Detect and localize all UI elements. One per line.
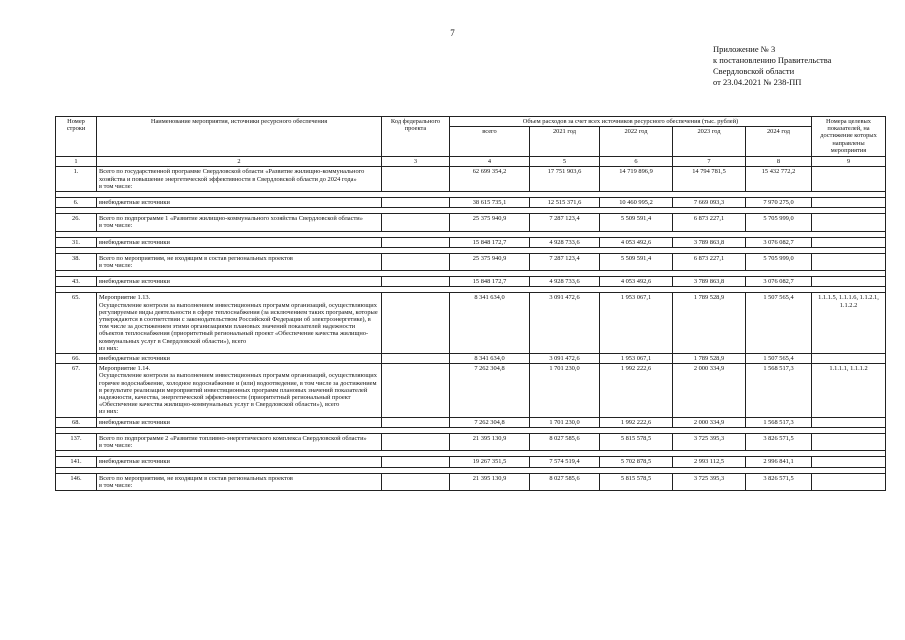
- row-2024-cell: 1 568 517,3: [746, 364, 812, 417]
- row-name-cell: Всего по мероприятиям, не входящим в состав региональных проектов в том числе:: [97, 253, 382, 270]
- row-2021-cell: 4 928 733,6: [530, 277, 600, 287]
- table-row: [56, 417, 886, 427]
- table-row: [56, 364, 886, 417]
- appendix-line: от 23.04.2021 № 238-ПП: [713, 77, 802, 87]
- appendix-line: Приложение № 3: [713, 44, 776, 54]
- row-total-cell: 21 395 130,9: [450, 473, 530, 490]
- row-name-cell: внебюджетные источники: [97, 457, 382, 467]
- row-code-cell: [382, 293, 450, 354]
- row-code-cell: [382, 457, 450, 467]
- row-2022-cell: 14 719 896,9: [600, 167, 673, 192]
- header-2024: 2024 год: [746, 127, 812, 157]
- row-code-cell: [382, 167, 450, 192]
- row-name-cell: Всего по государственной программе Свердловской области «Развитие жилищно-коммунального хозяйства и повышение энергетической эффективности в Свердловской области до 2024 года» в том числе:: [97, 167, 382, 192]
- row-number-cell: 67.: [56, 364, 97, 417]
- row-2022-cell: 4 053 492,6: [600, 277, 673, 287]
- row-number-cell: 43.: [56, 277, 97, 287]
- row-total-cell: 38 615 735,1: [450, 198, 530, 208]
- row-targets-cell: 1.1.1.5, 1.1.1.6, 1.1.2.1, 1.1.2.2: [812, 293, 886, 354]
- row-total-cell: 62 699 354,2: [450, 167, 530, 192]
- row-total-cell: 25 375 940,9: [450, 253, 530, 270]
- row-name-cell: внебюджетные источники: [97, 198, 382, 208]
- column-number: 2: [97, 157, 382, 167]
- column-number: 6: [600, 157, 673, 167]
- row-total-cell: 21 395 130,9: [450, 433, 530, 450]
- row-total-cell: 15 848 172,7: [450, 277, 530, 287]
- row-targets-cell: [812, 277, 886, 287]
- row-2021-cell: 1 701 230,0: [530, 417, 600, 427]
- row-targets-cell: [812, 473, 886, 490]
- row-number-cell: 1.: [56, 167, 97, 192]
- row-number-cell: 31.: [56, 237, 97, 247]
- row-total-cell: 7 262 304,8: [450, 364, 530, 417]
- row-total-cell: 7 262 304,8: [450, 417, 530, 427]
- table-row: [56, 198, 886, 208]
- header-name: Наименование мероприятия, источники ресурсного обеспечения: [97, 117, 382, 157]
- row-code-cell: [382, 214, 450, 231]
- header-targets: Номера целевых показателей, на достижение которых направлены мероприятия: [812, 117, 886, 157]
- row-total-cell: 15 848 172,7: [450, 237, 530, 247]
- row-2022-cell: 1 953 067,1: [600, 354, 673, 364]
- table-row: [56, 167, 886, 192]
- column-number: 4: [450, 157, 530, 167]
- row-number-cell: 66.: [56, 354, 97, 364]
- row-code-cell: [382, 237, 450, 247]
- row-2023-cell: 2 000 334,9: [673, 364, 746, 417]
- header-code: Код федерального проекта: [382, 117, 450, 157]
- row-2024-cell: 7 970 275,0: [746, 198, 812, 208]
- row-2024-cell: 3 076 082,7: [746, 237, 812, 247]
- row-targets-cell: [812, 198, 886, 208]
- row-2021-cell: 4 928 733,6: [530, 237, 600, 247]
- row-2022-cell: 1 992 222,6: [600, 417, 673, 427]
- row-code-cell: [382, 198, 450, 208]
- column-number: 1: [56, 157, 97, 167]
- row-2021-cell: 1 701 230,0: [530, 364, 600, 417]
- row-targets-cell: [812, 167, 886, 192]
- row-targets-cell: [812, 417, 886, 427]
- header-2023: 2023 год: [673, 127, 746, 157]
- row-code-cell: [382, 364, 450, 417]
- row-2024-cell: 1 507 565,4: [746, 293, 812, 354]
- column-number: 3: [382, 157, 450, 167]
- header-2022: 2022 год: [600, 127, 673, 157]
- row-name-cell: внебюджетные источники: [97, 277, 382, 287]
- header-total: всего: [450, 127, 530, 157]
- row-name-cell: внебюджетные источники: [97, 237, 382, 247]
- row-2022-cell: 5 509 591,4: [600, 253, 673, 270]
- row-2024-cell: 1 568 517,3: [746, 417, 812, 427]
- row-2023-cell: 14 794 781,5: [673, 167, 746, 192]
- row-targets-cell: [812, 457, 886, 467]
- row-targets-cell: [812, 253, 886, 270]
- row-name-cell: Мероприятие 1.14. Осуществление контроля за выполнением инвестиционных программ организаций, осуществляющих горячее водоснабжение, холодное водоснабжение и (или) водоотведение, в том числе за достижением в результате реализации мероприятий инвестиционных программ плановых значений показателей надежности, качества, энергетической эффективности (приоритетный региональный проект «Обеспечение качества жилищно-коммунальных услуг в Свердловской области»), всего из них:: [97, 364, 382, 417]
- row-number-cell: 68.: [56, 417, 97, 427]
- row-2024-cell: 5 705 999,0: [746, 253, 812, 270]
- row-name-cell: Всего по подпрограмме 1 «Развитие жилищно-коммунального хозяйства Свердловской области» в том числе:: [97, 214, 382, 231]
- row-2021-cell: 12 515 371,6: [530, 198, 600, 208]
- row-2022-cell: 4 053 492,6: [600, 237, 673, 247]
- row-2021-cell: 7 574 519,4: [530, 457, 600, 467]
- row-number-cell: 38.: [56, 253, 97, 270]
- row-2023-cell: 7 669 093,3: [673, 198, 746, 208]
- row-number-cell: 26.: [56, 214, 97, 231]
- row-targets-cell: [812, 433, 886, 450]
- column-number: 5: [530, 157, 600, 167]
- row-2022-cell: 5 509 591,4: [600, 214, 673, 231]
- row-2022-cell: 5 815 578,5: [600, 433, 673, 450]
- header-2021: 2021 год: [530, 127, 600, 157]
- appendix-header: [713, 44, 831, 88]
- row-2023-cell: 3 725 395,3: [673, 433, 746, 450]
- row-code-cell: [382, 354, 450, 364]
- row-name-cell: Мероприятие 1.13. Осуществление контроля за выполнением инвестиционных программ организаций, осуществляющих регулируемые виды деятельности в сфере теплоснабжения (за исключением таких программ, которые утверждаются в соответствии с законодательством Российской Федерации об электроэнергетике), в том числе за достижением этими организациями плановых значений показателей надежности объектов теплоснабжения (приоритетный региональный проект «Обеспечение качества жилищно-коммунальных услуг в Свердловской области»), всего из них:: [97, 293, 382, 354]
- table-row: [56, 293, 886, 354]
- row-targets-cell: 1.1.1.1, 1.1.1.2: [812, 364, 886, 417]
- row-2022-cell: 5 702 878,5: [600, 457, 673, 467]
- row-2024-cell: 1 507 565,4: [746, 354, 812, 364]
- row-code-cell: [382, 417, 450, 427]
- row-2023-cell: 1 789 528,9: [673, 354, 746, 364]
- row-2021-cell: 8 027 585,6: [530, 473, 600, 490]
- row-2021-cell: 7 287 123,4: [530, 253, 600, 270]
- row-2023-cell: 6 873 227,1: [673, 253, 746, 270]
- row-2024-cell: 5 705 999,0: [746, 214, 812, 231]
- column-number: 8: [746, 157, 812, 167]
- row-2023-cell: 1 789 528,9: [673, 293, 746, 354]
- appendix-line: Свердловской области: [713, 66, 795, 76]
- row-name-cell: Всего по подпрограмме 2 «Развитие топливно-энергетического комплекса Свердловской области» в том числе:: [97, 433, 382, 450]
- row-2023-cell: 3 789 863,8: [673, 237, 746, 247]
- page-number: 7: [450, 28, 455, 38]
- budget-table: [55, 116, 886, 491]
- row-number-cell: 146.: [56, 473, 97, 490]
- row-name-cell: внебюджетные источники: [97, 417, 382, 427]
- row-code-cell: [382, 253, 450, 270]
- row-total-cell: 25 375 940,9: [450, 214, 530, 231]
- table-row: [56, 354, 886, 364]
- row-total-cell: 8 341 634,0: [450, 354, 530, 364]
- table-body: [56, 167, 886, 491]
- table-row: [56, 433, 886, 450]
- row-number-cell: 137.: [56, 433, 97, 450]
- row-2023-cell: 3 725 395,3: [673, 473, 746, 490]
- table-row: [56, 473, 886, 490]
- row-2022-cell: 1 992 222,6: [600, 364, 673, 417]
- table-row: [56, 214, 886, 231]
- appendix-line: к постановлению Правительства: [713, 55, 832, 65]
- row-2024-cell: 2 996 841,1: [746, 457, 812, 467]
- row-targets-cell: [812, 354, 886, 364]
- row-name-cell: внебюджетные источники: [97, 354, 382, 364]
- row-code-cell: [382, 473, 450, 490]
- row-2022-cell: 5 815 578,5: [600, 473, 673, 490]
- row-2022-cell: 1 953 067,1: [600, 293, 673, 354]
- table-row: [56, 277, 886, 287]
- row-2024-cell: 3 076 082,7: [746, 277, 812, 287]
- row-2022-cell: 10 460 995,2: [600, 198, 673, 208]
- row-2021-cell: 7 287 123,4: [530, 214, 600, 231]
- table-row: [56, 457, 886, 467]
- row-total-cell: 8 341 634,0: [450, 293, 530, 354]
- row-2024-cell: 3 826 571,5: [746, 473, 812, 490]
- row-2024-cell: 3 826 571,5: [746, 433, 812, 450]
- row-2023-cell: 2 993 112,5: [673, 457, 746, 467]
- row-name-cell: Всего по мероприятиям, не входящим в состав региональных проектов в том числе:: [97, 473, 382, 490]
- row-2023-cell: 6 873 227,1: [673, 214, 746, 231]
- row-2021-cell: 17 751 903,6: [530, 167, 600, 192]
- row-number-cell: 141.: [56, 457, 97, 467]
- column-numbers-row: [56, 157, 886, 167]
- header-row-number: Номер строки: [56, 117, 97, 157]
- row-number-cell: 65.: [56, 293, 97, 354]
- row-2021-cell: 8 027 585,6: [530, 433, 600, 450]
- row-2024-cell: 15 432 772,2: [746, 167, 812, 192]
- row-targets-cell: [812, 214, 886, 231]
- row-targets-cell: [812, 237, 886, 247]
- row-total-cell: 19 267 351,5: [450, 457, 530, 467]
- column-number: 7: [673, 157, 746, 167]
- column-number: 9: [812, 157, 886, 167]
- row-2021-cell: 3 091 472,6: [530, 293, 600, 354]
- row-code-cell: [382, 277, 450, 287]
- table-row: [56, 237, 886, 247]
- table-row: [56, 253, 886, 270]
- row-number-cell: 6.: [56, 198, 97, 208]
- row-2023-cell: 3 789 863,8: [673, 277, 746, 287]
- row-code-cell: [382, 433, 450, 450]
- row-2023-cell: 2 000 334,9: [673, 417, 746, 427]
- header-volume: Объем расходов за счет всех источников ресурсного обеспечения (тыс. рублей): [450, 117, 812, 127]
- row-2021-cell: 3 091 472,6: [530, 354, 600, 364]
